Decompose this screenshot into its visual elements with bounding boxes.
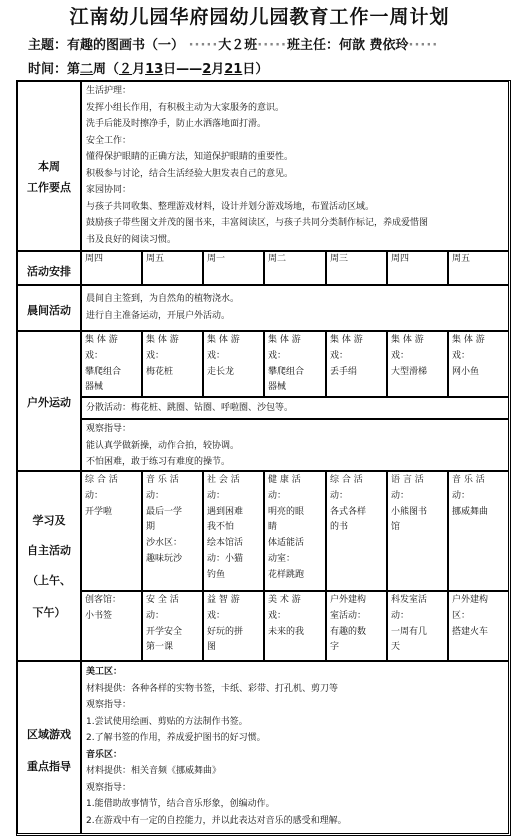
focus-label-1: 本周 [38, 160, 60, 173]
week-suffix: 周（ [93, 62, 120, 77]
month-char: 月 [132, 62, 146, 77]
outdoor-observe [86, 421, 239, 471]
study-top-cell [326, 471, 387, 591]
study-top-line: 动： [207, 490, 226, 501]
study-top-line: 音 乐 活 [452, 475, 485, 485]
focus-line: 安全工作： [86, 135, 132, 146]
zone-line: 观察指导： [86, 782, 132, 793]
day-cell [81, 251, 142, 285]
day-cell [387, 251, 448, 285]
focus-label-cell [17, 81, 81, 251]
outdoor-group-cell [203, 331, 264, 397]
outdoor-group-cell [387, 331, 448, 397]
study-bottom-line: 开学安全 [146, 626, 183, 637]
study-bottom-line: 天 [391, 642, 401, 653]
day-text: 周五 [146, 254, 165, 264]
study-bottom-line: 图 [207, 642, 217, 653]
zone-label-1: 区域游戏 [27, 728, 71, 741]
outdoor-group-cell [81, 331, 142, 397]
study-top-line: 体适能活 [268, 538, 305, 549]
study-bottom-text [85, 593, 121, 625]
study-bottom-line: 美 术 游 [268, 595, 301, 605]
study-top-line: 沙水区： [146, 538, 183, 549]
start-day: 13 [145, 62, 164, 77]
study-bottom-line: 搭建火车 [452, 626, 489, 637]
day-text: 周四 [391, 254, 410, 264]
outdoor-observe-line: 观察指导： [86, 424, 132, 434]
month-char-2: 月 [211, 62, 225, 77]
study-top-line: 钓鱼 [207, 569, 226, 580]
focus-line: 懂得保护眼睛的正确方法，知道保护眼睛的重要性。 [86, 152, 294, 162]
outdoor-label: 户外运动 [27, 396, 71, 409]
study-bottom-line: 户外建构 [330, 595, 367, 605]
end-month: 2 [202, 62, 212, 77]
study-bottom-line: 益 智 游 [207, 595, 240, 605]
focus-label-2: 工作要点 [27, 181, 71, 194]
study-bottom-row [81, 591, 509, 661]
study-top-line: 语 言 活 [391, 475, 424, 485]
outdoor-group-text [146, 333, 179, 380]
focus-line: 书及良好的阅读习惯。 [86, 234, 177, 245]
outdoor-group-row [81, 331, 509, 397]
focus-line: 积极参与讨论，结合生活经验大胆发表自己的意见。 [86, 168, 294, 179]
study-top-line: 动： [268, 490, 287, 501]
day-cell [264, 251, 326, 285]
study-top-line: 趣味玩沙 [146, 553, 183, 564]
zone-lines [86, 664, 347, 829]
study-bottom-line: 字 [330, 642, 340, 653]
zone-line: 音乐区： [86, 749, 123, 760]
focus-line: 鼓励孩子带些图文并茂的图书来，丰富阅读区，与孩子共同分类制作标记，养成爱惜图 [86, 218, 429, 228]
study-top-line: 综 合 活 [330, 475, 363, 485]
outdoor-label-cell [17, 331, 81, 471]
study-bottom-line: 室活动： [330, 610, 367, 621]
day-text: 周一 [207, 254, 226, 264]
outdoor-group-text [268, 333, 304, 396]
outdoor-group-cell [142, 331, 203, 397]
range-sep: 日—— [163, 62, 203, 77]
study-top-line: 我不怕 [207, 522, 235, 533]
day-text: 周五 [452, 254, 471, 264]
activity-label-cell [17, 251, 81, 285]
outdoor-group-line: 集 体 游 [452, 335, 485, 345]
outdoor-group-line: 戏： [330, 350, 349, 361]
study-top-line: 明亮的眼 [268, 506, 305, 517]
plan-table [16, 80, 511, 836]
outdoor-group-line: 丢手绢 [330, 366, 358, 377]
study-top-line: 各式各样 [330, 506, 367, 517]
study-bottom-line: 区： [452, 610, 471, 621]
study-top-text [146, 473, 182, 568]
end-day: 21 [224, 62, 243, 77]
study-top-line: 睛 [268, 522, 278, 533]
study-bottom-text [146, 593, 182, 656]
day-cell [448, 251, 509, 285]
study-label-1: 学习及 [32, 514, 66, 527]
time-label: 时间：第 [28, 62, 81, 77]
week-number: 二 [80, 62, 94, 77]
study-top-line: 健 康 活 [268, 475, 301, 485]
outdoor-group-text [85, 333, 121, 396]
study-top-text [330, 473, 366, 536]
day-text: 周三 [330, 254, 349, 264]
study-label-2: 自主活动 [27, 544, 71, 557]
outdoor-group-text [452, 333, 485, 380]
day-text: 周四 [85, 254, 104, 264]
outdoor-group-line: 器械 [85, 382, 104, 393]
study-top-line: 的书 [330, 522, 349, 533]
study-top-row [81, 471, 509, 591]
teacher-value: 何歆 费依玲 [339, 38, 409, 53]
outdoor-group-line: 戏： [452, 350, 471, 361]
study-bottom-line: 有趣的数 [330, 626, 367, 637]
study-top-line: 绘本馆活 [207, 538, 244, 549]
focus-line: 与孩子共同收集、整理游戏材料，设计并划分游戏场地，布置活动区域。 [86, 201, 375, 212]
study-bottom-text [452, 593, 488, 640]
start-month: ２ [119, 62, 133, 77]
outdoor-group-text [391, 333, 427, 380]
outdoor-split: 分散活动：梅花桩、跳圈、钻圈、呼啦圈、沙包等。 [86, 403, 294, 413]
outdoor-group-line: 器械 [268, 382, 287, 393]
outdoor-group-line: 集 体 游 [268, 335, 301, 345]
morning-line: 晨间自主签到，为自然角的植物浇水。 [86, 294, 240, 304]
study-top-line: 小熊图书 [391, 506, 428, 517]
study-bottom-text [330, 593, 366, 656]
study-top-line: 社 会 活 [207, 475, 240, 485]
outdoor-group-line: 集 体 游 [391, 335, 424, 345]
outdoor-group-line: 戏： [391, 350, 410, 361]
time-line [28, 58, 268, 77]
focus-content-cell [81, 81, 509, 251]
study-label-cell [17, 471, 81, 661]
teacher-label: 班主任： [286, 38, 339, 53]
study-bottom-line: 戏： [268, 610, 287, 621]
study-bottom-line: 动： [146, 610, 165, 621]
outdoor-group-line: 戏： [85, 350, 104, 361]
days-row [81, 251, 509, 285]
study-bottom-line: 动： [391, 610, 410, 621]
morning-lines [86, 291, 239, 324]
zone-line: 2.了解书签的作用，养成爱护图书的好习惯。 [86, 733, 266, 743]
zone-line: 材料提供：各种各样的实物书签，卡纸、彩带、打孔机、剪刀等 [86, 683, 339, 694]
study-bottom-cell [264, 591, 326, 661]
outdoor-group-line: 戏： [268, 350, 287, 361]
page-title: 江南幼儿园华府园幼儿园教育工作一周计划 [69, 6, 450, 28]
study-top-text [268, 473, 304, 584]
study-top-line: 期 [146, 522, 156, 533]
study-bottom-cell [326, 591, 387, 661]
study-top-line: 动： [330, 490, 349, 501]
theme-line: 主题：有趣的图画书（一） ·····大２班·····班主任：何歆 费依玲····· [28, 38, 439, 53]
study-top-line: 动： [452, 490, 471, 501]
outdoor-observe-line: 不怕困难，敢于练习有难度的操节。 [86, 457, 231, 467]
day-cell [142, 251, 203, 285]
study-top-line: 开学啦 [85, 506, 113, 517]
study-bottom-line: 创客馆： [85, 595, 122, 605]
study-top-line: 动： [391, 490, 410, 501]
outdoor-group-line: 集 体 游 [85, 335, 118, 345]
study-top-line: 遇到困难 [207, 506, 244, 517]
study-top-line: 挪威舞曲 [452, 506, 489, 517]
outdoor-group-line: 戏： [146, 350, 165, 361]
study-bottom-cell [81, 591, 142, 661]
study-top-line: 动： [85, 490, 104, 501]
study-top-text [85, 473, 118, 520]
study-top-line: 动： [146, 490, 165, 501]
zone-line: 美工区： [86, 667, 123, 677]
study-top-cell [387, 471, 448, 591]
outdoor-group-line: 集 体 游 [146, 335, 179, 345]
study-top-cell [264, 471, 326, 591]
outdoor-split-cell [81, 397, 509, 419]
focus-line: 洗手后能及时擦净手，防止水洒落地面打滑。 [86, 119, 267, 129]
study-bottom-cell [203, 591, 264, 661]
activity-label: 活动安排 [27, 265, 71, 278]
study-bottom-text [207, 593, 243, 656]
focus-lines [86, 83, 428, 248]
outdoor-group-line: 大型滑梯 [391, 366, 428, 377]
zone-content-cell [81, 661, 509, 834]
morning-line: 进行自主准备运动，开展户外活动。 [86, 310, 231, 321]
study-bottom-cell [142, 591, 203, 661]
study-top-text [207, 473, 243, 584]
zone-line: 观察指导： [86, 700, 132, 710]
study-top-line: 动：小猫 [207, 553, 244, 564]
study-bottom-cell [387, 591, 448, 661]
study-bottom-line: 好玩的拼 [207, 626, 244, 637]
study-bottom-line: 户外建构 [452, 595, 489, 605]
study-bottom-text [391, 593, 427, 656]
morning-label-cell [17, 285, 81, 331]
theme-value: 有趣的图画书（一） [67, 38, 185, 53]
outdoor-group-text [207, 333, 240, 380]
zone-line: 1.能借助故事情节，结合音乐形象，创编动作。 [86, 799, 275, 809]
study-top-cell [142, 471, 203, 591]
study-top-text [391, 473, 427, 536]
study-top-line: 花样跳跑 [268, 569, 305, 580]
outdoor-group-line: 攀爬组合 [268, 366, 305, 377]
outdoor-group-cell [448, 331, 509, 397]
study-label-3: （上午、 [27, 574, 71, 587]
focus-line: 生活护理： [86, 86, 132, 96]
outdoor-group-line: 集 体 游 [207, 335, 240, 345]
outdoor-group-line: 集 体 游 [330, 335, 363, 345]
zone-line: 2.在游戏中有一定的自控能力，并以此表达对音乐的感受和理解。 [86, 815, 347, 826]
study-bottom-text [268, 593, 304, 640]
class-value: 大２班 [218, 38, 258, 53]
outdoor-group-cell [326, 331, 387, 397]
outdoor-group-line: 网小鱼 [452, 366, 480, 377]
study-top-cell [81, 471, 142, 591]
outdoor-group-cell [264, 331, 326, 397]
outdoor-group-line: 梅花桩 [146, 366, 174, 377]
study-top-cell [448, 471, 509, 591]
study-bottom-line: 安 全 活 [146, 595, 179, 605]
day-text: 周二 [268, 254, 287, 264]
outdoor-group-text [330, 333, 363, 380]
focus-line: 家园协同： [86, 185, 132, 195]
study-top-line: 最后一学 [146, 506, 183, 517]
day-cell [203, 251, 264, 285]
focus-line: 发挥小组长作用，有积极主动为大家服务的意识。 [86, 102, 285, 113]
zone-label-2: 重点指导 [27, 760, 71, 773]
outdoor-observe-cell [81, 419, 509, 471]
morning-label: 晨间活动 [27, 304, 71, 317]
theme-label: 主题： [28, 38, 68, 53]
outdoor-group-line: 戏： [207, 350, 226, 361]
outdoor-group-line: 攀爬组合 [85, 366, 122, 377]
day-cell [326, 251, 387, 285]
outdoor-group-line: 走长龙 [207, 366, 235, 377]
study-top-line: 综 合 活 [85, 475, 118, 485]
zone-line: 材料提供：相关音频《挪威舞曲》 [86, 766, 222, 776]
study-label-4: 下午） [32, 606, 66, 619]
study-top-cell [203, 471, 264, 591]
study-bottom-line: 第一课 [146, 642, 174, 653]
study-top-line: 动室： [268, 553, 296, 564]
study-bottom-cell [448, 591, 509, 661]
zone-label-cell [17, 661, 81, 834]
study-top-text [452, 473, 488, 520]
study-bottom-line: 一周有几 [391, 626, 428, 637]
study-bottom-line: 小书签 [85, 610, 113, 621]
study-bottom-line: 未来的我 [268, 626, 305, 637]
study-top-line: 音 乐 活 [146, 475, 179, 485]
study-bottom-line: 戏： [207, 610, 226, 621]
study-top-line: 馆 [391, 522, 401, 533]
study-bottom-line: 科发室活 [391, 595, 428, 605]
outdoor-observe-line: 能认真学做新操，动作合拍，较协调。 [86, 440, 240, 451]
range-end: 日） [242, 62, 269, 77]
morning-content-cell [81, 285, 509, 331]
zone-line: 1.尝试使用绘画、剪贴的方法制作书签。 [86, 716, 248, 727]
